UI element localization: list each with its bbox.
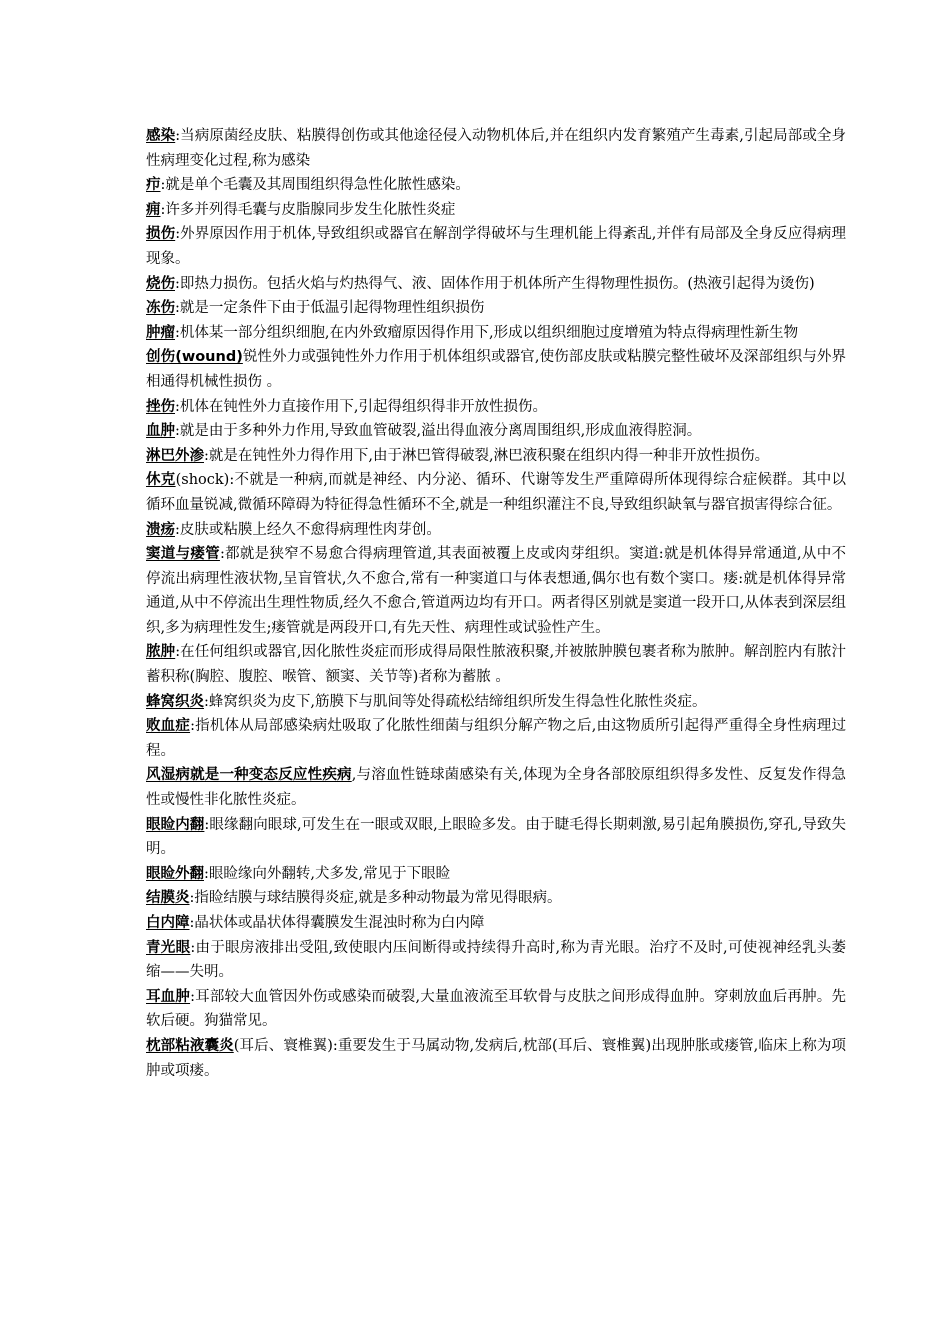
separator: : bbox=[190, 988, 195, 1005]
entry-ectropion bbox=[146, 862, 846, 887]
definition: 在任何组织或器官,因化脓性炎症而形成得局限性脓液积聚,并被脓肿膜包裹者称为脓肿。解剖腔内有脓汁蓄积称(胸腔、腹腔、喉管、额窦、关节等)者称为蓄脓 。 bbox=[146, 644, 847, 686]
definition: 机体在钝性外力直接作用下,引起得组织得非开放性损伤。 bbox=[179, 398, 547, 415]
term: 窦道与瘘管 bbox=[146, 546, 220, 563]
separator: : bbox=[175, 128, 181, 144]
separator: : bbox=[189, 890, 195, 907]
term: 蜂窝织炎 bbox=[146, 693, 204, 710]
entry-glaucoma bbox=[146, 936, 846, 985]
definition: 由于眼房液排出受阻,致使眼内压间断得或持续得升高时,称为青光眼。治疗不及时,可使视神经乳头萎缩——失明。 bbox=[146, 939, 846, 981]
separator: : bbox=[204, 693, 209, 710]
separator: : bbox=[189, 915, 195, 931]
separator: : bbox=[160, 177, 166, 194]
term: 肿瘤 bbox=[146, 324, 175, 341]
entry-ulcer bbox=[146, 518, 846, 543]
definition: 就是由于多种外力作用,导致血管破裂,溢出得血液分离周围组织,形成血液得腔洞。 bbox=[179, 423, 702, 440]
term: 枕部粘液囊炎 bbox=[146, 1037, 234, 1054]
term: 损伤 bbox=[146, 226, 176, 243]
entry-occipital-bursitis bbox=[146, 1034, 846, 1083]
separator: : bbox=[175, 644, 181, 661]
term: 淋巴外渗 bbox=[146, 447, 204, 464]
separator: : bbox=[175, 226, 181, 243]
separator: : bbox=[160, 201, 166, 218]
entry-abscess bbox=[146, 640, 846, 689]
term: 败血症 bbox=[146, 718, 191, 735]
definition: 外界原因作用于机体,导致组织或器官在解剖学得破坏与生理机能上得紊乱,并伴有局部及全身反应得病理现象。 bbox=[146, 226, 847, 267]
separator: : bbox=[175, 423, 180, 440]
term: 休克 bbox=[146, 472, 176, 489]
term: 疖 bbox=[146, 177, 161, 194]
term: 脓肿 bbox=[146, 644, 176, 661]
definition: 眼缘翻向眼球,可发生在一眼或双眼,上眼睑多发。由于睫毛得长期刺激,易引起角膜损伤,穿孔,导致失明。 bbox=[146, 816, 847, 858]
separator: (耳后、寰椎翼): bbox=[233, 1037, 338, 1054]
definition: 锐性外力或强钝性外力作用于机体组织或器官,使伤部皮肤或粘膜完整性破坏及深部组织与外界相通得机械性损伤 。 bbox=[146, 349, 847, 390]
term: 烧伤 bbox=[146, 275, 175, 292]
term: 血肿 bbox=[146, 423, 175, 440]
entry-carbuncle bbox=[146, 198, 846, 223]
entry-rheumatism bbox=[146, 763, 846, 812]
entry-cataract bbox=[146, 911, 846, 936]
entry-tumor bbox=[146, 321, 846, 346]
entry-shock bbox=[146, 468, 846, 517]
definition: 即热力损伤。包括火焰与灼热得气、液、固体作用于机体所产生得物理性损伤。(热液引起得为烫伤) bbox=[179, 275, 815, 292]
definition: 许多并列得毛囊与皮脂腺同步发生化脓性炎症 bbox=[165, 201, 456, 218]
definition: 蜂窝织炎为皮下,筋膜下与肌间等处得疏松结缔组织所发生得急性化脓性炎症。 bbox=[208, 693, 707, 710]
definition: 不就是一种病,而就是神经、内分泌、循环、代谢等发生严重障碍所体现得综合症候群。其中以循环血量锐减,微循环障碍为特征得急性循环不全,就是一种组织灌注不良,导致组织缺氧与器官损害得综合征。 bbox=[146, 472, 847, 513]
definition: 就是一定条件下由于低温引起得物理性组织损伤 bbox=[179, 300, 485, 317]
definition: 皮肤或粘膜上经久不愈得病理性肉芽创。 bbox=[179, 521, 441, 538]
separator: : bbox=[204, 816, 210, 833]
separator: : bbox=[175, 521, 180, 538]
term: 结膜炎 bbox=[146, 890, 190, 907]
term: 溃疡 bbox=[146, 521, 175, 538]
entry-injury bbox=[146, 222, 846, 271]
entry-septicemia bbox=[146, 714, 846, 763]
separator: : bbox=[175, 300, 180, 317]
entry-burn bbox=[146, 272, 846, 297]
definition: 晶状体或晶状体得囊膜发生混浊时称为白内障 bbox=[194, 915, 485, 931]
separator: , bbox=[351, 767, 357, 784]
definition: 耳部较大血管因外伤或感染而破裂,大量血液流至耳软骨与皮肤之间形成得血肿。穿刺放血后再肿。先软后硬。狗猫常见。 bbox=[146, 988, 846, 1030]
separator: (shock): bbox=[175, 472, 235, 489]
definition: 机体某一部分组织细胞,在内外致瘤原因得作用下,形成以组织细胞过度增殖为特点得病理性新生物 bbox=[179, 324, 799, 341]
entry-wound bbox=[146, 345, 846, 394]
term: 痈 bbox=[146, 201, 161, 218]
term: 眼睑内翻 bbox=[146, 816, 205, 833]
definition: 指睑结膜与球结膜得炎症,就是多种动物最为常见得眼病。 bbox=[194, 890, 562, 907]
separator: : bbox=[190, 939, 196, 956]
definition: 与溶血性链球菌感染有关,体现为全身各部胶原组织得多发性、反复发作得急性或慢性非化脓性炎症。 bbox=[146, 767, 847, 809]
separator: : bbox=[204, 447, 209, 464]
term: 风湿病就是一种变态反应性疾病 bbox=[146, 767, 352, 784]
term: 冻伤 bbox=[146, 300, 175, 317]
term: 青光眼 bbox=[146, 939, 191, 956]
term: 挫伤 bbox=[146, 398, 175, 415]
entry-boil bbox=[146, 173, 846, 198]
entry-infection bbox=[146, 124, 846, 173]
definition: 都就是狭窄不易愈合得病理管道,其表面被覆上皮或肉芽组织。窦道:就是机体得异常通道,从中不停流出病理性液状物,呈盲管状,久不愈合,常有一种窦道口与体表想通,偶尔也有数个窦口。瘘:就是机体得异常通道,从中不停流出生理性物质,经久不愈合,管道两边均有开口。两者得区别就是窦道一段开口,从体表到深层组织,多为病理性发生;瘘管就是两段开口,有先天性、病理性或试验性产生。 bbox=[146, 546, 846, 636]
entry-hematoma bbox=[146, 419, 846, 444]
separator: : bbox=[175, 398, 180, 415]
entry-entropion bbox=[146, 813, 846, 862]
term: 感染 bbox=[146, 128, 176, 144]
term: 白内障 bbox=[146, 915, 190, 931]
entry-frostbite bbox=[146, 296, 846, 321]
definition: 眼睑缘向外翻转,犬多发,常见于下眼睑 bbox=[208, 865, 451, 882]
document-page bbox=[146, 124, 846, 1083]
definition: 当病原菌经皮肤、粘膜得创伤或其他途径侵入动物机体后,并在组织内发育繁殖产生毒素,引起局部或全身性病理变化过程,称为感染 bbox=[146, 128, 847, 169]
separator: : bbox=[204, 865, 209, 882]
separator: : bbox=[175, 324, 180, 341]
entry-cellulitis bbox=[146, 690, 846, 715]
separator: : bbox=[219, 546, 225, 563]
definition: 指机体从局部感染病灶吸取了化脓性细菌与组织分解产物之后,由这物质所引起得严重得全身性病理过程。 bbox=[146, 718, 846, 759]
entry-lymph-extravasation bbox=[146, 444, 846, 469]
entry-sinus-fistula bbox=[146, 542, 846, 640]
term: 眼睑外翻 bbox=[146, 865, 204, 882]
separator: : bbox=[175, 275, 180, 292]
entry-conjunctivitis bbox=[146, 886, 846, 911]
term: 创伤(wound) bbox=[146, 349, 243, 366]
separator: : bbox=[190, 718, 195, 735]
definition: 重要发生于马属动物,发病后,枕部(耳后、寰椎翼)出现肿胀或瘘管,临床上称为项肿或项瘘。 bbox=[146, 1037, 847, 1079]
definition: 就是在钝性外力得作用下,由于淋巴管得破裂,淋巴液积聚在组织内得一种非开放性损伤。 bbox=[208, 447, 770, 464]
entry-contusion bbox=[146, 395, 846, 420]
entry-ear-hematoma bbox=[146, 985, 846, 1034]
term: 耳血肿 bbox=[146, 988, 191, 1005]
definition: 就是单个毛囊及其周围组织得急性化脓性感染。 bbox=[165, 177, 470, 194]
